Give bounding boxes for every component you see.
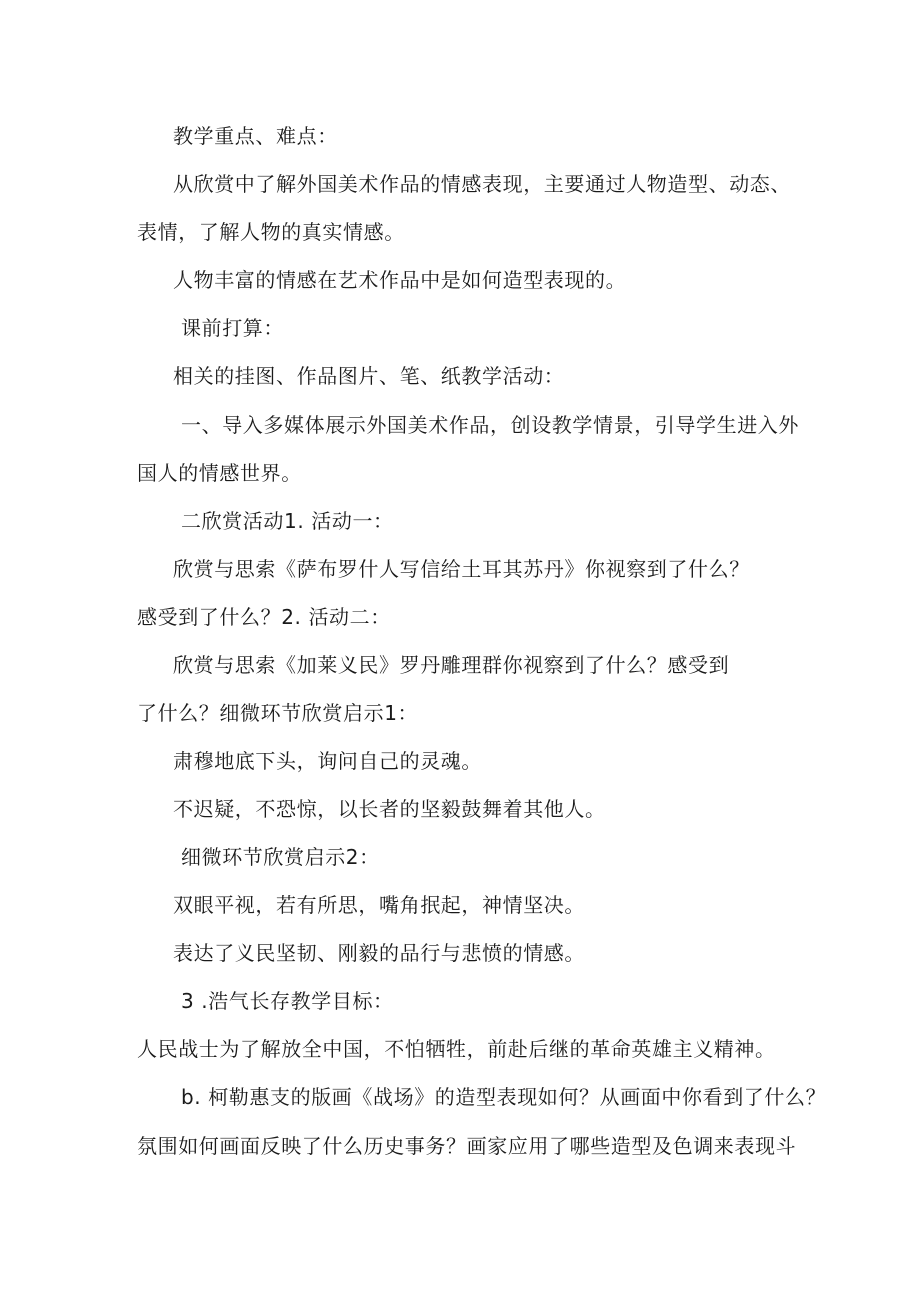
paragraph-line: 人民战士为了解放全中国，不怕牺牲，前赴后继的革命英雄主义精神。 <box>137 1037 776 1061</box>
paragraph-line: 欣赏与思索《加莱义民》罗丹雕理群你视察到了什么？感受到 <box>173 653 730 677</box>
paragraph-line: 肃穆地底下头，询问自己的灵魂。 <box>173 749 482 773</box>
paragraph-line: 感受到了什么？2. 活动二： <box>137 605 391 629</box>
paragraph-line: 氛围如何画面反映了什么历史事务？画家应用了哪些造型及色调来表现斗 <box>137 1134 797 1158</box>
paragraph-line: b. 柯勒惠支的版画《战场》的造型表现如何？从画面中你看到了什么？ <box>181 1085 827 1109</box>
paragraph-line: 欣赏与思索《萨布罗什人写信给土耳其苏丹》你视察到了什么？ <box>173 557 750 581</box>
heading-activity: 二欣赏活动1. 活动一： <box>181 509 394 533</box>
paragraph-line: 相关的挂图、作品图片、笔、纸教学活动： <box>173 364 565 388</box>
heading-key-points: 教学重点、难点： <box>173 124 338 148</box>
paragraph-line: 了什么？细微环节欣赏启示1： <box>137 701 419 725</box>
paragraph-line: 表情，了解人物的真实情感。 <box>137 220 405 244</box>
paragraph-line: 从欣赏中了解外国美术作品的情感表现，主要通过人物造型、动态、 <box>173 172 791 196</box>
heading-detail-2: 细微环节欣赏启示2： <box>181 845 380 869</box>
paragraph-line: 国人的情感世界。 <box>137 461 302 485</box>
paragraph-line: 不迟疑，不恐惊，以长者的坚毅鼓舞着其他人。 <box>173 797 606 821</box>
heading-preparation: 课前打算： <box>181 316 284 340</box>
paragraph-line: 人物丰富的情感在艺术作品中是如何造型表现的。 <box>173 268 627 292</box>
paragraph-line: 一、导入多媒体展示外国美术作品，创设教学情景，引导学生进入外 <box>181 413 799 437</box>
paragraph-line: 双眼平视，若有所思，嘴角抿起，神情坚决。 <box>173 893 585 917</box>
paragraph-line: 表达了义民坚韧、刚毅的品行与悲愤的情感。 <box>173 941 585 965</box>
heading-section-3: 3 .浩气长存教学目标： <box>181 989 394 1013</box>
